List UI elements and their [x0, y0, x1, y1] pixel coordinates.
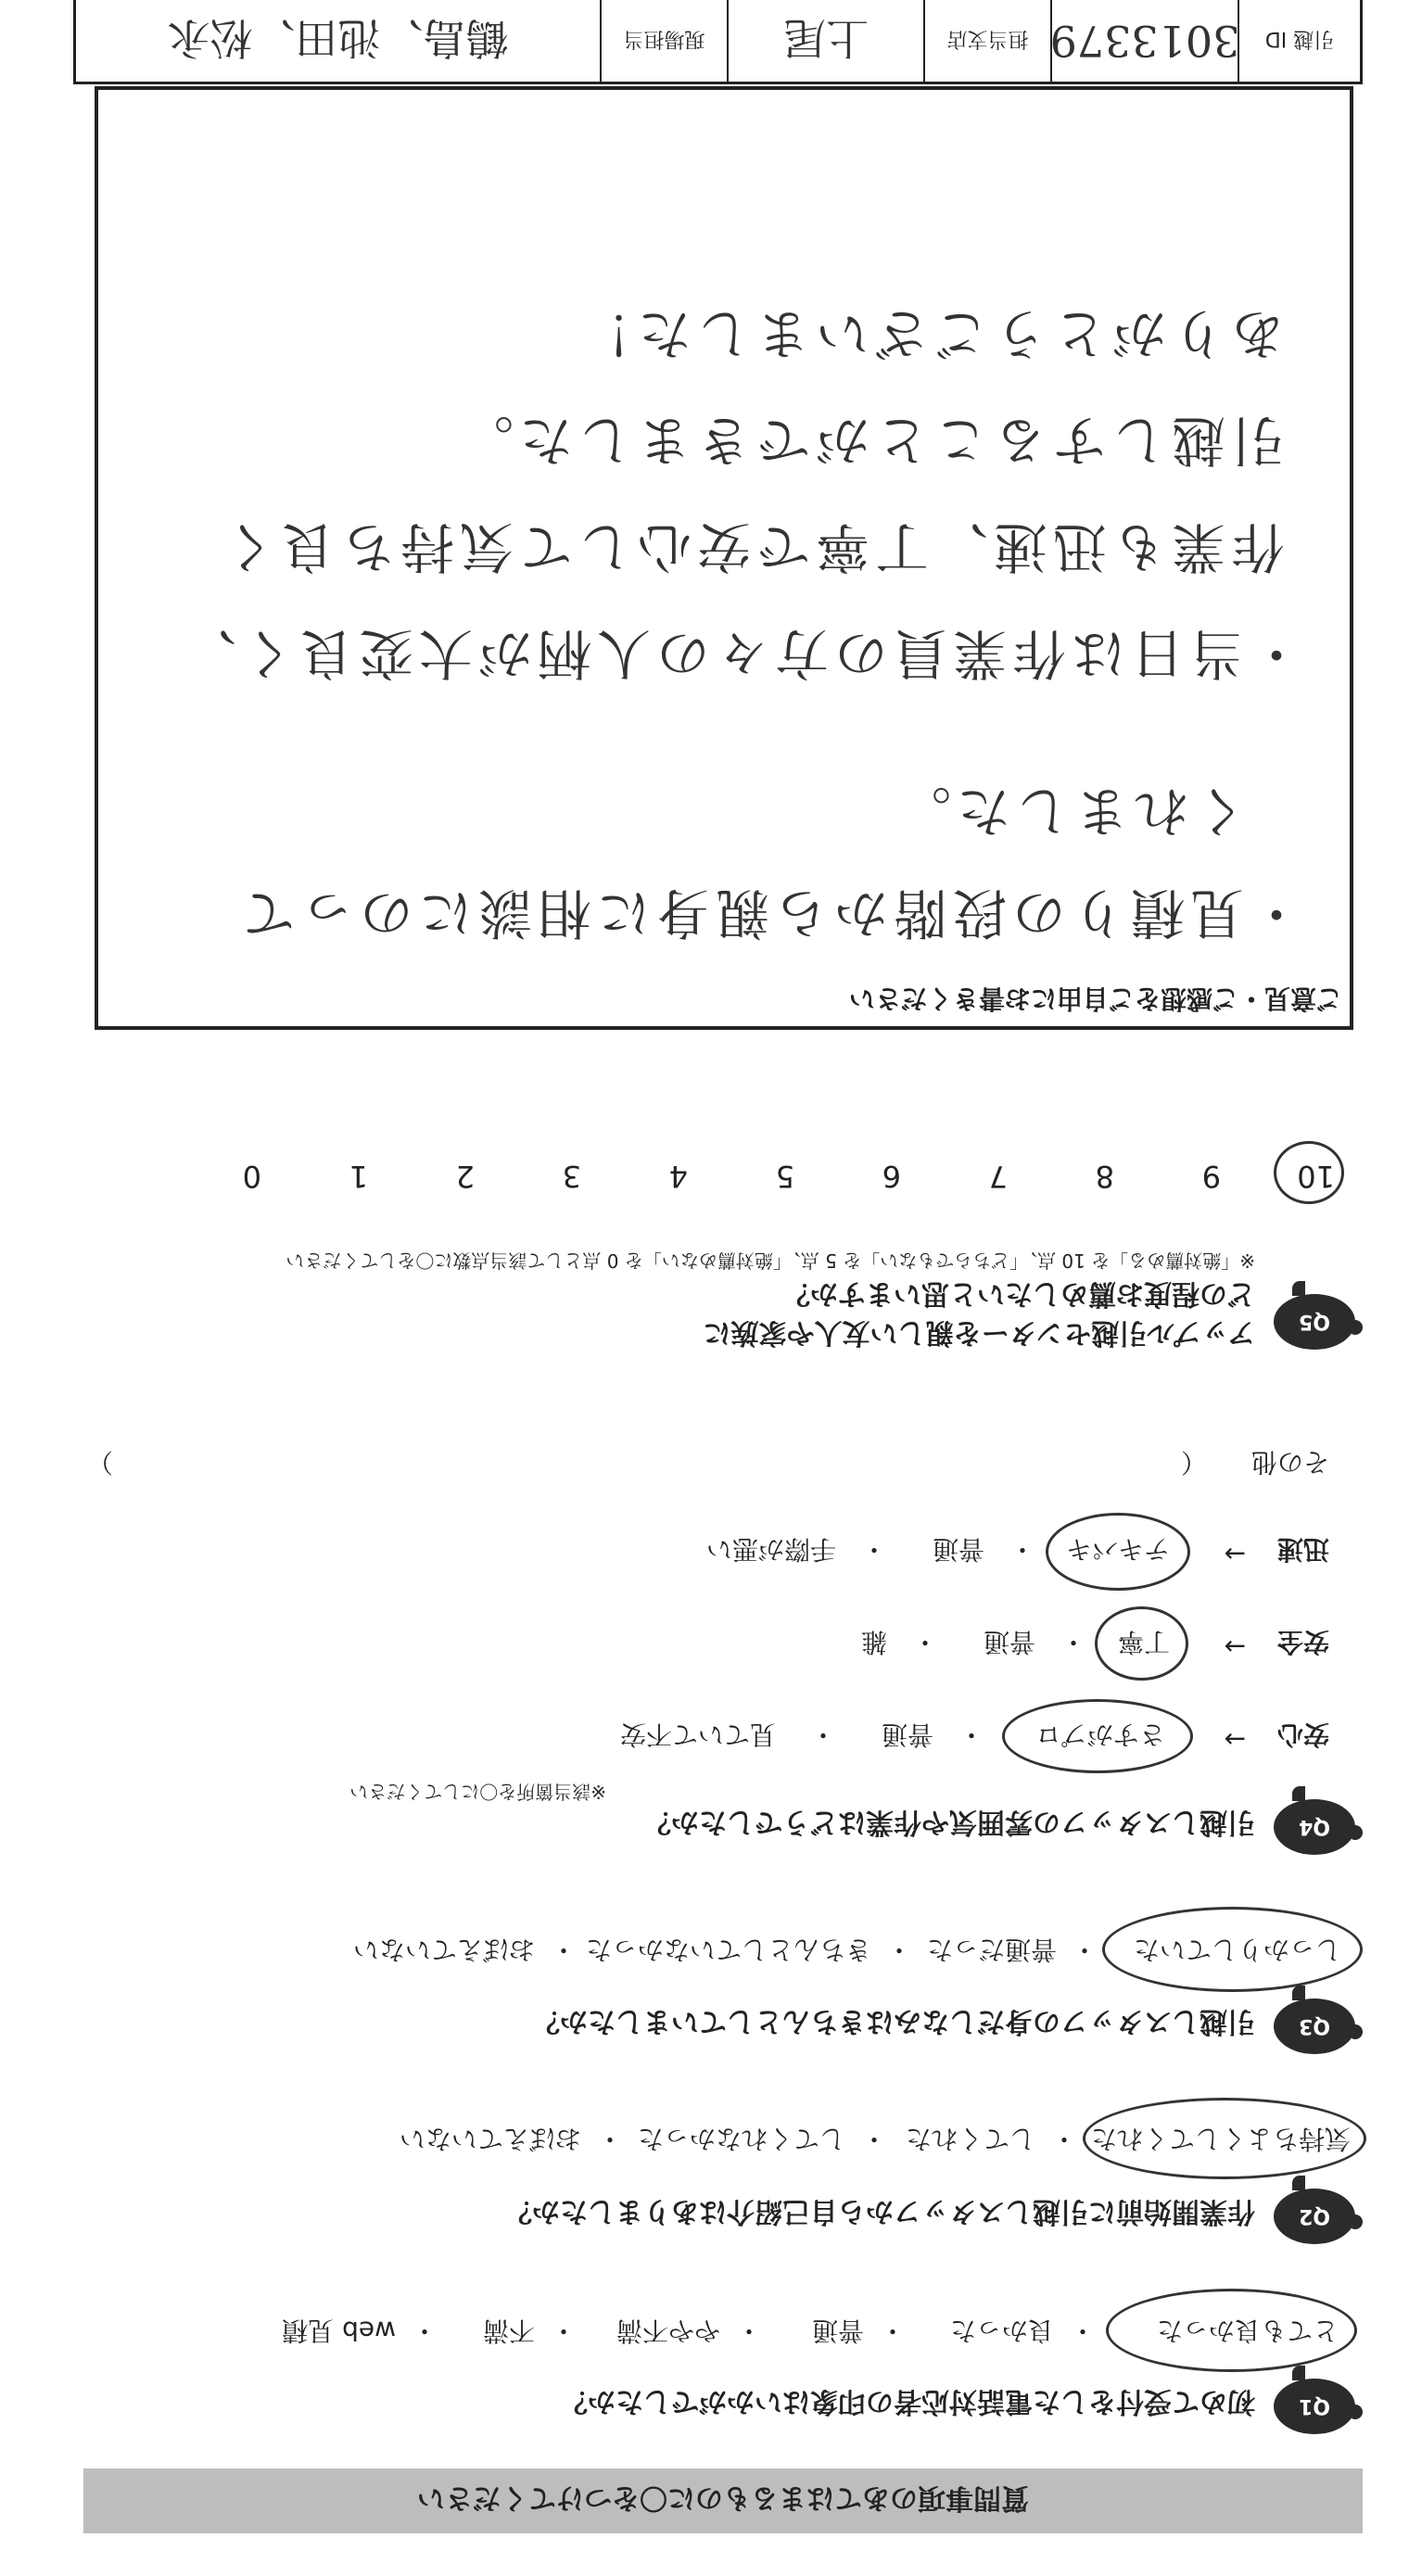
q4-question: 引越しスタッフの雰囲気や作業はどうでしたか？ [643, 1806, 1255, 1838]
q4-row1-option-1[interactable]: さすがプロ [1035, 1719, 1165, 1750]
separator-dot: ・ [1071, 1935, 1098, 1965]
branch-label: 担当支店 [923, 0, 1050, 82]
q1-badge: Q1 [1274, 2379, 1355, 2434]
q4-other-open: （ [1180, 1447, 1207, 1478]
id-value: 3013379 [1050, 0, 1238, 82]
separator-dot: ・ [1050, 2124, 1077, 2154]
scale-0[interactable]: 0 [242, 1159, 261, 1194]
separator-dot: ・ [879, 2316, 906, 2346]
comment-line-2: くれました。 [891, 780, 1248, 843]
q4-other-label: その他 [1250, 1447, 1329, 1478]
separator-dot: ・ [911, 1627, 938, 1657]
q3-option-1[interactable]: しっかりしていた [1133, 1935, 1341, 1965]
comment-line-1: ・見積りの段階から親身に相談にのって [235, 882, 1303, 945]
id-label: 引越 ID [1238, 0, 1360, 82]
q1-option-5[interactable]: 不満 [482, 2316, 535, 2346]
q5-note: ※「絶対薦める」を 10 点、「どちらでもない」を 5 点、「絶対薦めない」を 0 点として該当点数に〇をしてください [286, 1250, 1255, 1272]
q4-row1-label: 安心 [1276, 1719, 1329, 1750]
q4-row2-option-2[interactable]: 普通 [983, 1627, 1035, 1657]
separator-dot: ・ [550, 2316, 577, 2346]
q2-option-1[interactable]: 気持ちよくしてくれた [1090, 2124, 1351, 2154]
q4-row2-label: 安全 [1276, 1627, 1329, 1657]
separator-dot: ・ [1009, 1534, 1035, 1565]
scale-1[interactable]: 1 [349, 1159, 368, 1194]
q3-option-3[interactable]: きちんとしていなかった [585, 1935, 871, 1965]
comment-line-3: ・当日は作業員の方々の人柄が大変良く、 [177, 622, 1303, 685]
q3-option-4[interactable]: おぼえていない [352, 1935, 535, 1965]
separator-dot: ・ [860, 1534, 887, 1565]
comments-title: ご意見・ご感想をご自由にお書きください [848, 983, 1342, 1014]
q1-option-2[interactable]: 良かった [949, 2316, 1054, 2346]
q4-row3-option-3[interactable]: 手際が悪い [705, 1534, 836, 1565]
q1-option-6[interactable]: web 見積 [282, 2316, 396, 2346]
q3-option-2[interactable]: 普通だった [926, 1935, 1057, 1965]
q1-option-3[interactable]: 普通 [811, 2316, 864, 2346]
q4-note: ※該当箇所を〇にしてください [349, 1781, 606, 1803]
branch-value: 上尾 [727, 0, 923, 82]
q3-badge: Q3 [1274, 1999, 1355, 2054]
q4-row2-option-3[interactable]: 雑 [860, 1627, 887, 1657]
q2-option-2[interactable]: してくれた [905, 2124, 1035, 2154]
staff-names: 鶴島、池田、松永 [167, 13, 509, 63]
q1-option-1[interactable]: とても良かった [1156, 2316, 1339, 2346]
q4-row1-option-2[interactable]: 普通 [881, 1719, 933, 1750]
q4-row3-option-2[interactable]: 普通 [932, 1534, 984, 1565]
q5-badge: Q5 [1274, 1294, 1355, 1350]
q1-question: 初めて受付をした電話対応者の印象はいかがでしたか？ [560, 2385, 1255, 2417]
separator-dot: ・ [1060, 1627, 1086, 1657]
separator-dot: ・ [958, 1719, 984, 1750]
scale-2[interactable]: 2 [455, 1159, 475, 1194]
separator-dot: ・ [885, 1935, 912, 1965]
q5-question-line1: アップル引越センターを親しい友人や家族に [703, 1316, 1255, 1349]
q2-badge: Q2 [1274, 2189, 1355, 2244]
q3-question: 引越しスタッフの身だしなみはきちんとしていましたか？ [532, 2005, 1255, 2037]
separator-dot: ・ [550, 1935, 577, 1965]
q4-row2-arrow: → [1224, 1631, 1246, 1662]
separator-dot: ・ [860, 2124, 887, 2154]
q5-question-line2: どの程度お薦めしたいと思いますか？ [782, 1277, 1255, 1310]
comments-box[interactable] [95, 86, 1353, 1030]
q4-row1-option-3[interactable]: 見ていて不安 [619, 1719, 776, 1750]
scale-4[interactable]: 4 [668, 1159, 688, 1194]
separator-dot: ・ [735, 2316, 762, 2346]
q4-badge: Q4 [1274, 1799, 1355, 1855]
q4-other-close: ） [86, 1447, 113, 1478]
scale-5[interactable]: 5 [775, 1159, 794, 1194]
q1-option-4[interactable]: やや不満 [616, 2316, 720, 2346]
comment-line-6: ありがとうございました！ [572, 302, 1285, 365]
separator-dot: ・ [809, 1719, 836, 1750]
separator-dot: ・ [596, 2124, 623, 2154]
scale-8[interactable]: 8 [1095, 1159, 1114, 1194]
scale-6[interactable]: 6 [882, 1159, 901, 1194]
q2-option-3[interactable]: してくれなかった [637, 2124, 845, 2154]
q4-row3-arrow: → [1224, 1539, 1246, 1569]
separator-dot: ・ [1069, 2316, 1096, 2346]
q4-row3-label: 迅速 [1276, 1534, 1329, 1565]
survey-sheet [67, 13, 1392, 2559]
q4-row3-option-1[interactable]: テキパキ [1065, 1534, 1170, 1565]
q4-row2-option-1[interactable]: 丁寧 [1117, 1627, 1170, 1657]
scale-7[interactable]: 7 [988, 1159, 1008, 1194]
leader-label: 現場担当 [600, 0, 727, 82]
separator-dot: ・ [411, 2316, 438, 2346]
scale-10[interactable]: 10 [1297, 1159, 1335, 1194]
staff-info-row [73, 0, 1363, 84]
comment-line-4: 作業も迅速、丁寧で安心して気持ち良く [216, 515, 1285, 578]
scale-9[interactable]: 9 [1201, 1159, 1221, 1194]
instructions-header: 質問事項のあてはまるものに〇をつけてください [83, 2468, 1363, 2533]
comment-line-5: 引越しすることができました。 [453, 409, 1285, 472]
q4-row1-arrow: → [1224, 1724, 1246, 1755]
scale-3[interactable]: 3 [562, 1159, 581, 1194]
q2-question: 作業開始前に引越しスタッフから自己紹介はありましたか？ [504, 2195, 1255, 2227]
q2-option-4[interactable]: おぼえていない [399, 2124, 581, 2154]
